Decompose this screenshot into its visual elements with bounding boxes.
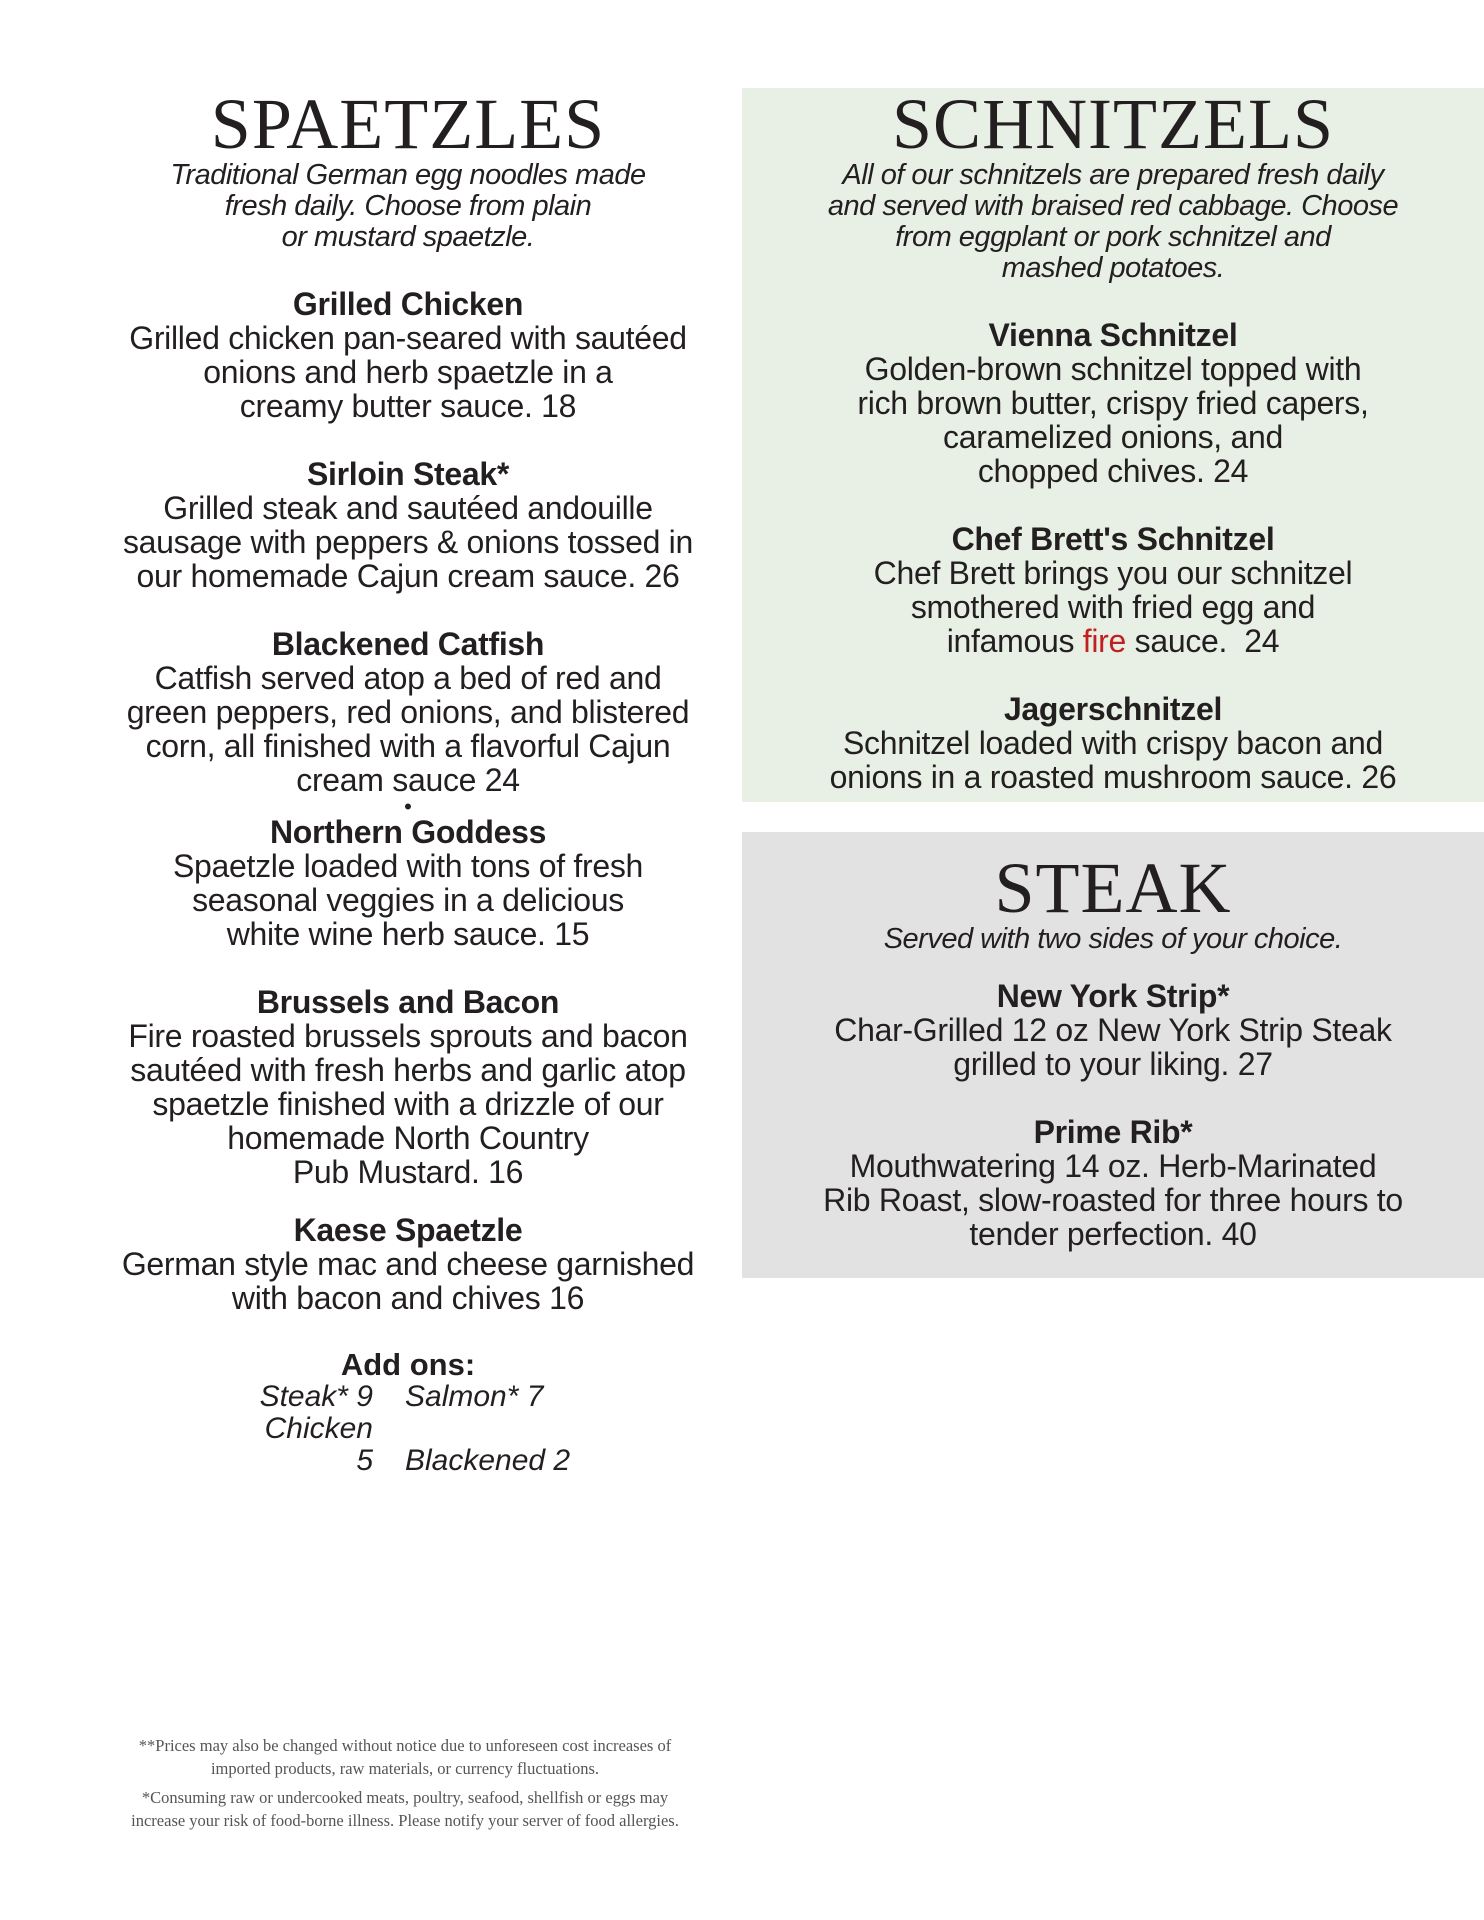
desc-line: chopped chives. 24 xyxy=(977,453,1249,489)
add-ons-row xyxy=(88,1381,728,1413)
desc-line: cream sauce 24 xyxy=(296,762,520,798)
item-name: Brussels and Bacon xyxy=(256,984,560,1020)
desc-line: caramelized onions, and xyxy=(943,419,1283,455)
spaetzles-section xyxy=(88,84,728,1477)
item-name: New York Strip* xyxy=(996,978,1230,1014)
desc-line: onions and herb spaetzle in a xyxy=(203,354,613,390)
item-description xyxy=(88,1247,728,1315)
desc-line: rich brown butter, crispy fried capers, xyxy=(857,385,1369,421)
desc-line: Schnitzel loaded with crispy bacon and xyxy=(842,725,1384,761)
schnitzels-subtitle xyxy=(742,160,1484,284)
desc-line: white wine herb sauce. 15 xyxy=(226,916,590,952)
desc-line: green peppers, red onions, and blistered xyxy=(126,694,690,730)
item-name: Jagerschnitzel xyxy=(1003,691,1223,727)
desc-line: smothered with fried egg and xyxy=(910,589,1316,625)
desc-line: Chef Brett brings you our schnitzel xyxy=(873,555,1353,591)
menu-item-grilled-chicken xyxy=(88,287,728,423)
desc-line: creamy butter sauce. 18 xyxy=(239,388,577,424)
desc-line: Char-Grilled 12 oz New York Strip Steak xyxy=(834,1012,1392,1048)
desc-line: homemade North Country xyxy=(227,1120,589,1156)
item-description xyxy=(88,491,728,593)
price-disclaimer xyxy=(80,1734,730,1780)
desc-line: spaetzle finished with a drizzle of our xyxy=(152,1086,664,1122)
footnote-line: increase your risk of food-borne illness. Please notify your server of food allergies. xyxy=(131,1811,679,1830)
menu-item-sirloin-steak xyxy=(88,457,728,593)
desc-line: grilled to your liking. 27 xyxy=(953,1046,1273,1082)
item-description xyxy=(742,1013,1484,1081)
add-on-item: Salmon* 7 xyxy=(405,1380,544,1413)
desc-line xyxy=(742,624,1484,658)
desc-line: Rib Roast, slow-roasted for three hours to xyxy=(823,1182,1403,1218)
desc-line: tender perfection. 40 xyxy=(969,1216,1257,1252)
item-description xyxy=(742,352,1484,488)
desc-line: sausage with peppers & onions tossed in xyxy=(122,524,693,560)
add-ons xyxy=(88,1349,728,1477)
subtitle-line: mashed potatoes. xyxy=(1001,252,1225,284)
add-ons-title: Add ons: xyxy=(340,1347,476,1382)
desc-line: Fire roasted brussels sprouts and bacon xyxy=(128,1018,688,1054)
footnote-line: *Consuming raw or undercooked meats, poultry, seafood, shellfish or eggs may xyxy=(141,1788,669,1807)
item-name: Northern Goddess xyxy=(269,814,547,850)
schnitzels-title: SCHNITZELS xyxy=(892,84,1334,164)
desc-line: Grilled chicken pan-seared with sautéed xyxy=(129,320,687,356)
menu-item-new-york-strip xyxy=(742,979,1484,1081)
desc-line: sautéed with fresh herbs and garlic atop xyxy=(130,1052,686,1088)
menu-item-chef-bretts-schnitzel xyxy=(742,522,1484,658)
item-description xyxy=(88,1019,728,1189)
fire-highlight: fire xyxy=(1082,623,1127,659)
subtitle-line: or mustard spaetzle. xyxy=(281,221,535,253)
footnotes xyxy=(80,1734,730,1838)
desc-line: Pub Mustard. 16 xyxy=(292,1154,524,1190)
item-description xyxy=(88,849,728,951)
menu-item-prime-rib xyxy=(742,1115,1484,1251)
separator-dot: • xyxy=(404,794,412,819)
steak-title: STEAK xyxy=(994,848,1232,928)
desc-line: with bacon and chives 16 xyxy=(231,1280,585,1316)
item-description xyxy=(742,726,1484,794)
schnitzels-section xyxy=(742,84,1484,802)
menu-item-jagerschnitzel xyxy=(742,692,1484,794)
desc-line: Spaetzle loaded with tons of fresh xyxy=(172,848,644,884)
desc-line: our homemade Cajun cream sauce. 26 xyxy=(136,558,680,594)
desc-line: corn, all finished with a flavorful Cajun xyxy=(145,728,671,764)
desc-line: onions in a roasted mushroom sauce. 26 xyxy=(829,759,1397,795)
item-name: Sirloin Steak* xyxy=(306,456,510,492)
spaetzles-subtitle xyxy=(88,160,728,253)
menu-item-northern-goddess xyxy=(88,815,728,951)
item-name: Blackened Catfish xyxy=(271,626,545,662)
add-on-item: Chicken 5 xyxy=(264,1412,373,1477)
item-description xyxy=(742,556,1484,658)
desc-line: Catfish served atop a bed of red and xyxy=(154,660,662,696)
desc-line: seasonal veggies in a delicious xyxy=(192,882,624,918)
desc-text: sauce. 24 xyxy=(1126,623,1280,659)
item-description xyxy=(742,1149,1484,1251)
desc-line: Grilled steak and sautéed andouille xyxy=(163,490,653,526)
subtitle-line: and served with braised red cabbage. Choose xyxy=(827,190,1399,222)
steak-subtitle: Served with two sides of your choice. xyxy=(883,923,1343,955)
desc-line: German style mac and cheese garnished xyxy=(121,1246,695,1282)
item-name: Chef Brett's Schnitzel xyxy=(951,521,1275,557)
item-name: Kaese Spaetzle xyxy=(293,1212,523,1248)
footnote-line: **Prices may also be changed without notice due to unforeseen cost increases of xyxy=(138,1736,672,1755)
desc-text: infamous xyxy=(946,623,1083,659)
item-description xyxy=(88,321,728,423)
subtitle-line: Traditional German egg noodles made xyxy=(170,159,646,191)
item-name: Grilled Chicken xyxy=(292,286,524,322)
subtitle-line: fresh daily. Choose from plain xyxy=(224,190,592,222)
subtitle-line: from eggplant or pork schnitzel and xyxy=(895,221,1331,253)
steak-section xyxy=(742,832,1484,1278)
add-on-item: Blackened 2 xyxy=(405,1444,571,1477)
desc-line: Golden-brown schnitzel topped with xyxy=(864,351,1362,387)
item-description xyxy=(88,661,728,797)
add-ons-row xyxy=(88,1413,728,1477)
menu-item-kaese-spaetzle xyxy=(88,1213,728,1315)
subtitle-line: All of our schnitzels are prepared fresh daily xyxy=(842,159,1384,191)
add-on-item: Steak* 9 xyxy=(259,1380,373,1413)
footnote-line: imported products, raw materials, or currency fluctuations. xyxy=(210,1759,600,1778)
menu-item-brussels-and-bacon xyxy=(88,985,728,1189)
spaetzles-title: SPAETZLES xyxy=(210,84,606,164)
desc-line: Mouthwatering 14 oz. Herb-Marinated xyxy=(849,1148,1377,1184)
menu-item-blackened-catfish xyxy=(88,627,728,797)
food-safety-warning xyxy=(80,1786,730,1832)
menu-item-vienna-schnitzel xyxy=(742,318,1484,488)
item-name: Vienna Schnitzel xyxy=(988,317,1238,353)
item-name: Prime Rib* xyxy=(1033,1114,1193,1150)
